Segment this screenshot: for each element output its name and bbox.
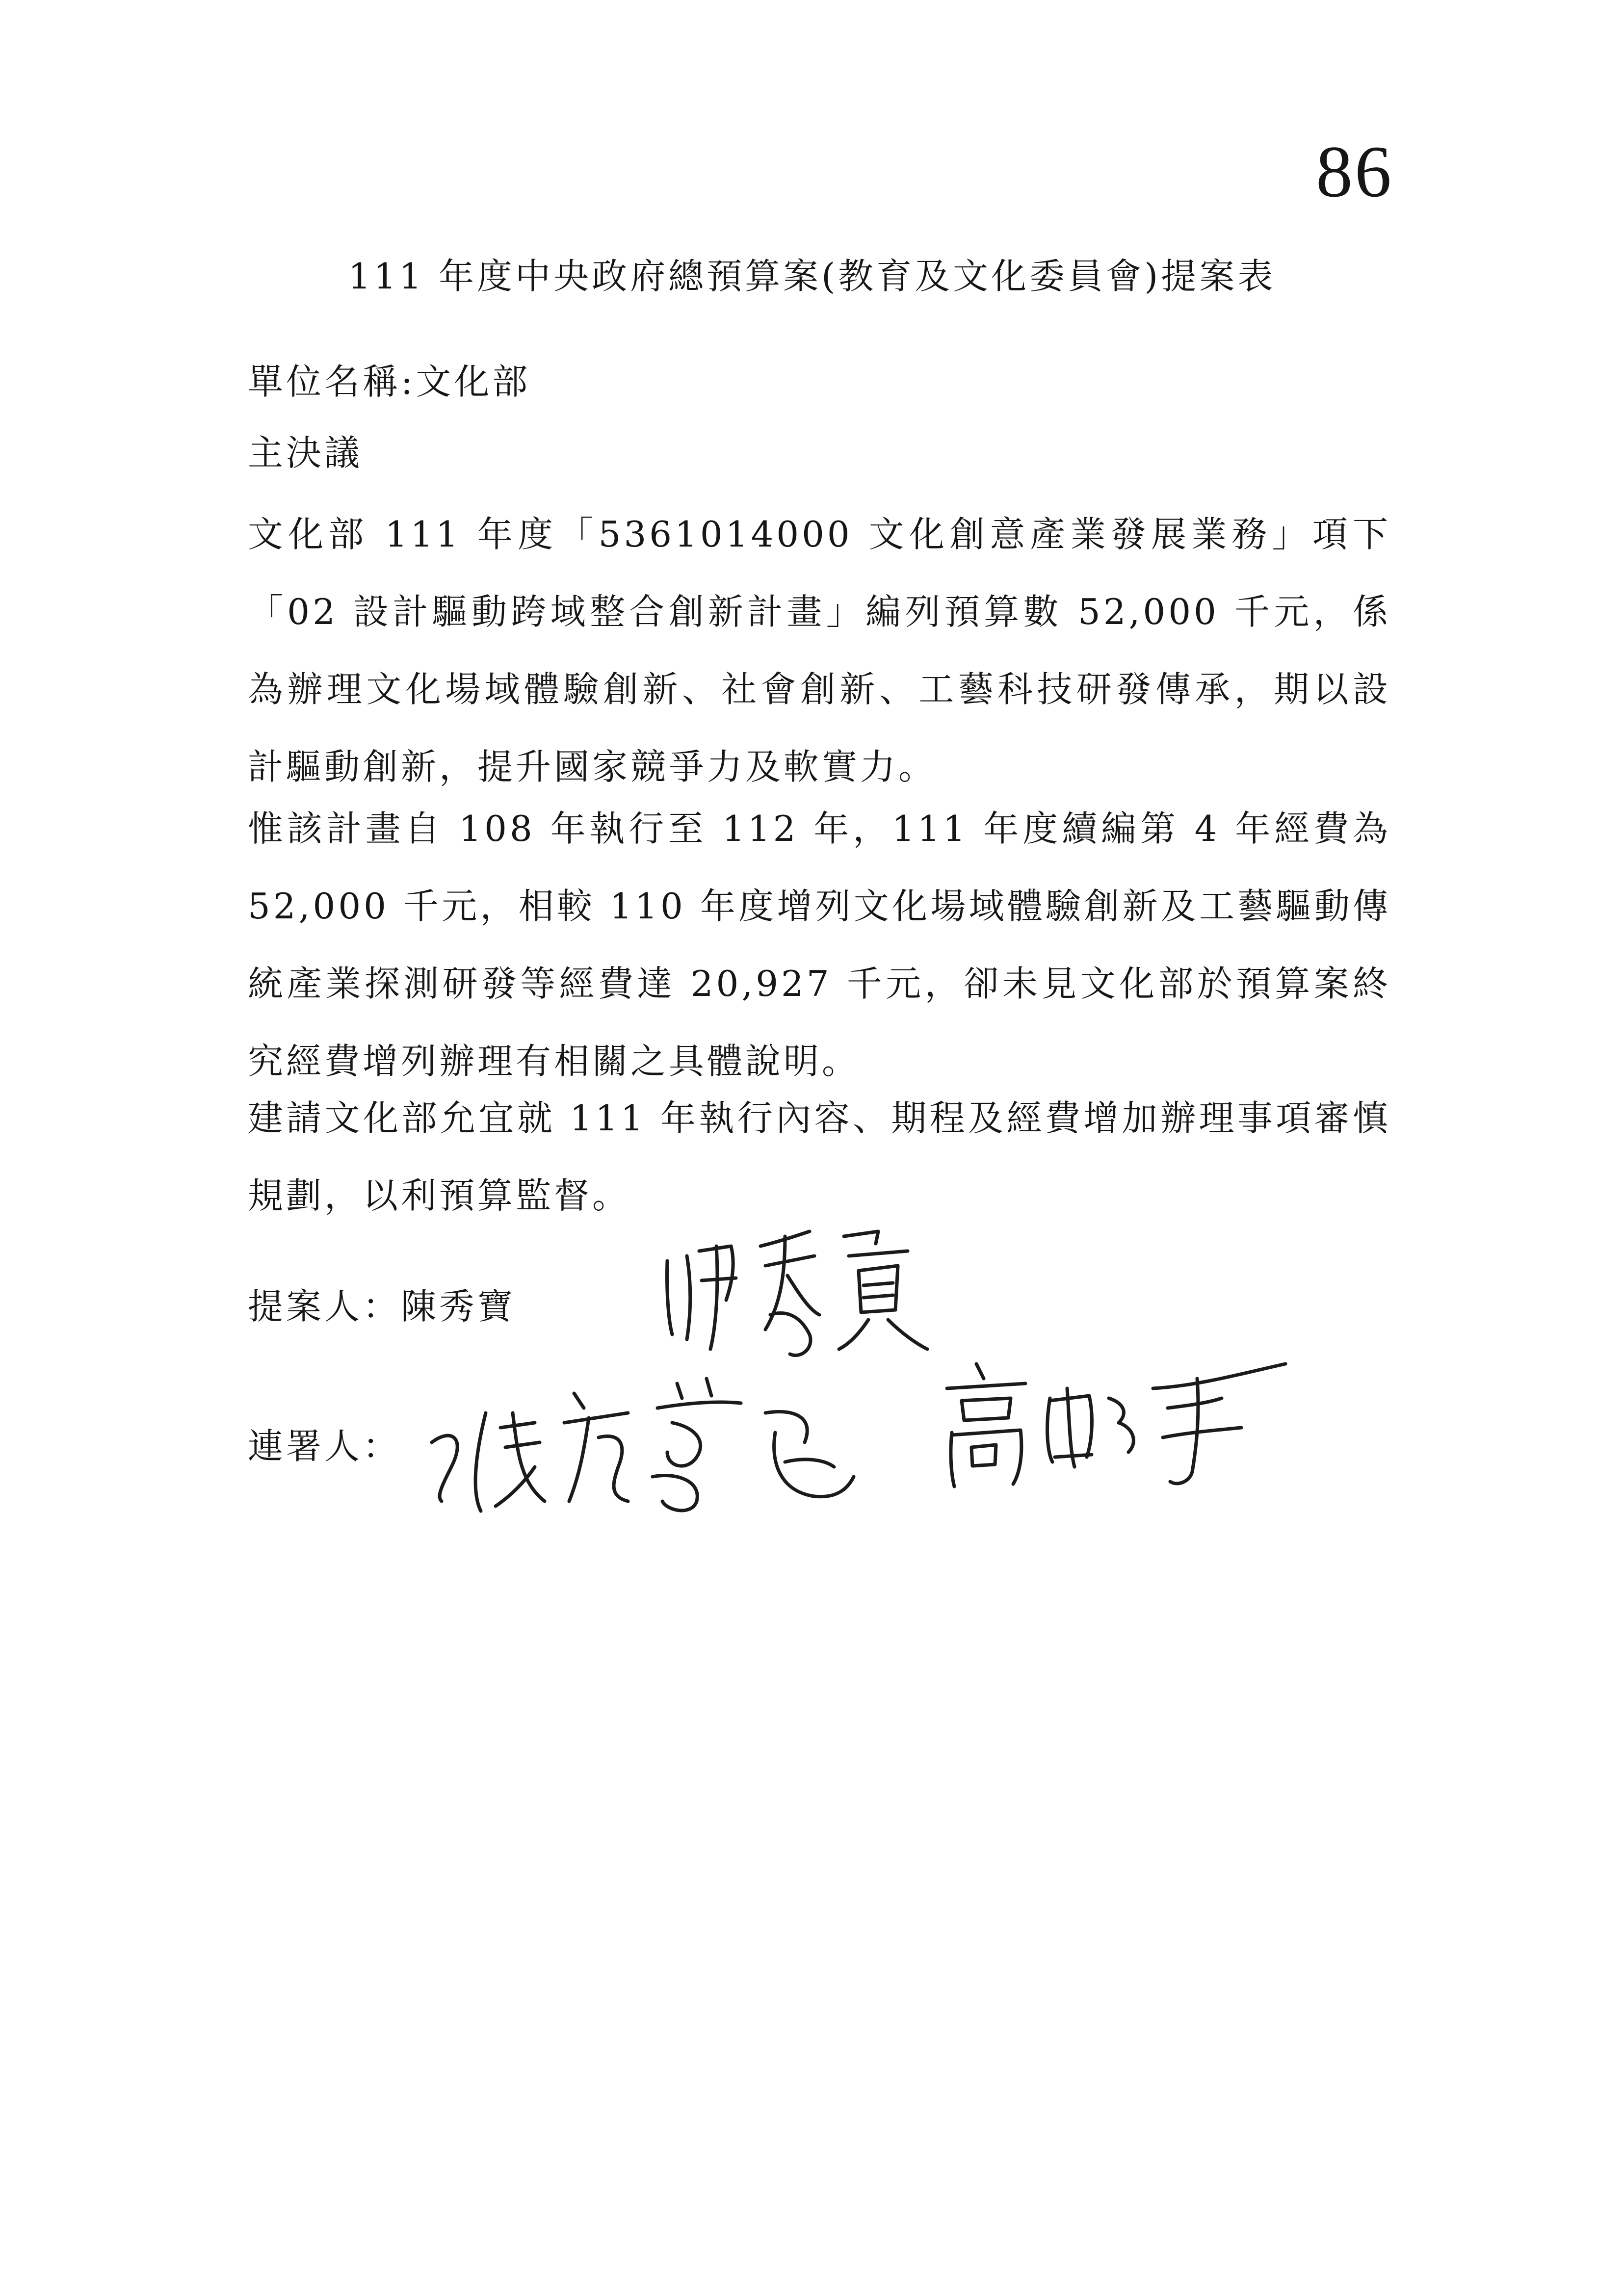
cosigner-signature-1 [422,1354,913,1540]
document-title: 111 年度中央政府總預算案(教育及文化委員會)提案表 [348,256,1276,297]
paragraph-2: 惟該計畫自 108 年執行至 112 年，111 年度續編第 4 年經費為 52,000 千元，相較 110 年度增列文化場域體驗創新及工藝驅動傳統產業探測研發等經費達 20,927 千元，卻未見文化部於預算案終究經費增列辦理有相關之具體說明。 [248,808,1391,1082]
unit-value: 文化部 [416,361,531,402]
proposer-line [248,1285,516,1328]
cosigner-signature-2 [922,1344,1305,1501]
paragraph-3: 建請文化部允宜就 111 年執行內容、期程及經費增加辦理事項審慎規劃，以利預算監督。 [248,1097,1391,1216]
proposer-signature [653,1217,957,1374]
paragraph-1: 文化部 111 年度「5361014000 文化創意產業發展業務」項下「02 設計驅動跨域整合創新計畫」編列預算數 52,000 千元，係為辦理文化場域體驗創新、社會創新、工藝科技研發傳承，期以設計驅動創新，提升國家競爭力及軟實力。 [248,514,1391,787]
unit-label: 單位名稱: [248,361,416,402]
resolution-heading: 主決議 [248,432,363,473]
proposer-name: 陳秀寶 [401,1286,516,1327]
cosigners-line [248,1425,401,1467]
page-number: 86 [1316,131,1393,212]
cosigners-label: 連署人： [248,1426,401,1467]
proposer-label: 提案人： [248,1286,401,1327]
unit-line [248,361,530,403]
